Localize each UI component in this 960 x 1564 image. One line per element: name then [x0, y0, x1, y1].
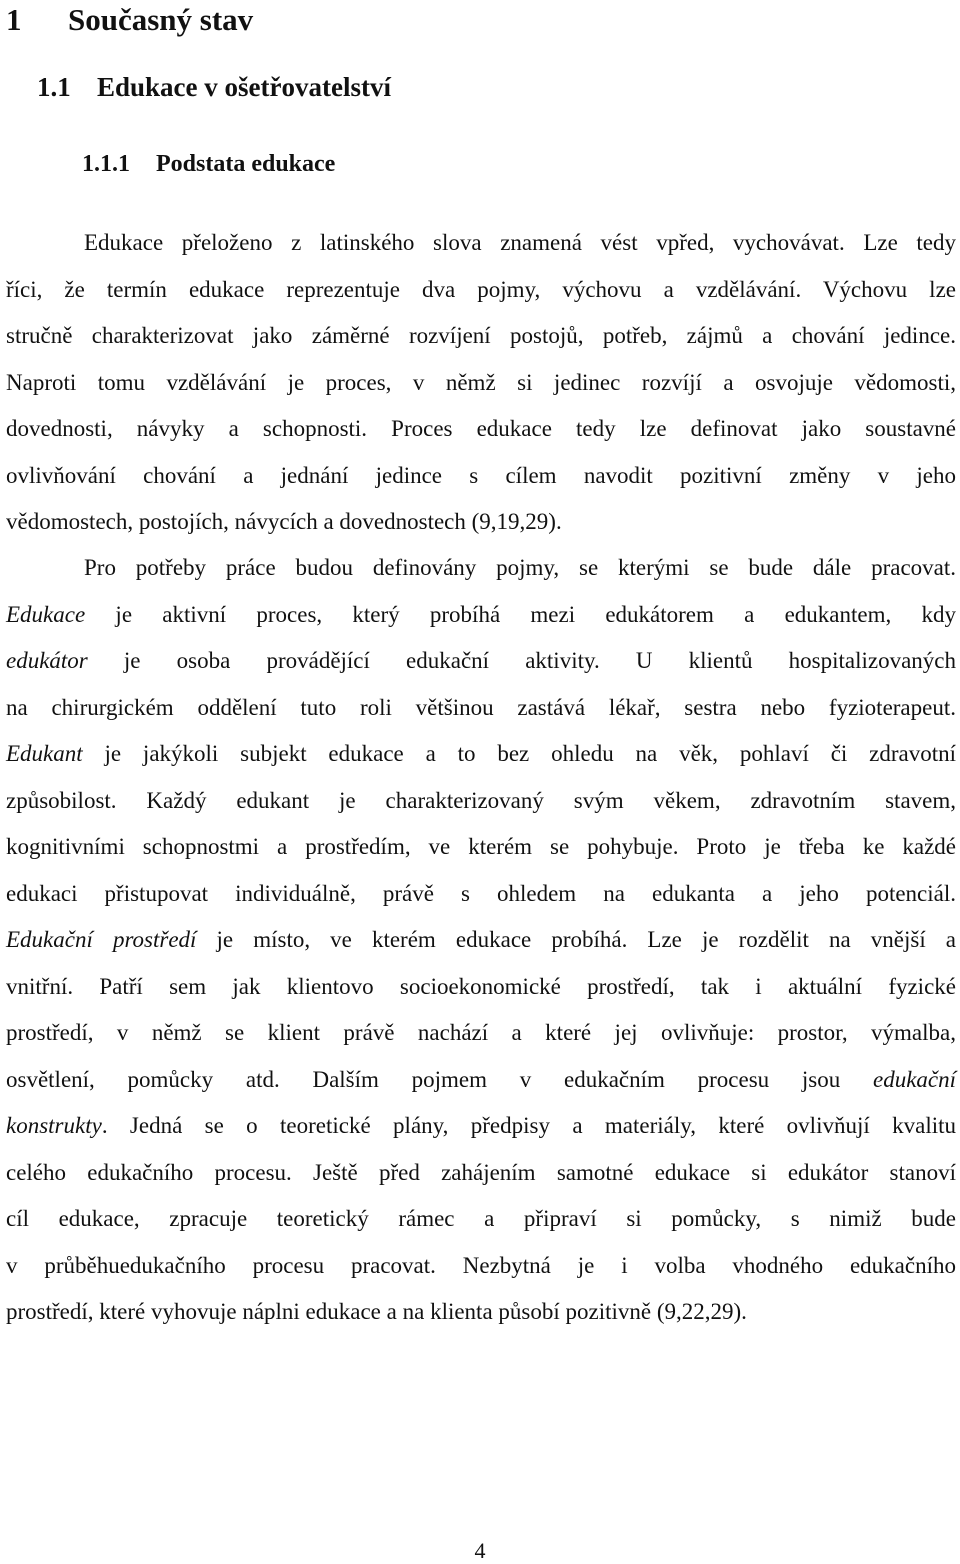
- term-edukacni: edukační: [872, 1066, 956, 1092]
- section-heading: [37, 72, 391, 103]
- paragraph-line: Edukant je jakýkoli subjekt edukace a to bez ohledu na věk, pohlaví či zdravotní: [6, 741, 956, 766]
- paragraph-line: osvětlení, pomůcky atd. Dalším pojmem v edukačním procesu jsou edukační: [6, 1066, 956, 1092]
- section-title: Edukace v ošetřovatelství: [97, 72, 391, 102]
- paragraph-line: Pro potřeby práce budou definovány pojmy, se kterými se bude dále pracovat.: [84, 555, 956, 580]
- paragraph-line: Edukační prostředí je místo, ve kterém edukace probíhá. Lze je rozdělit na vnější a: [6, 927, 957, 952]
- term-konstrukty: konstrukty: [6, 1113, 102, 1138]
- paragraph-line: Naproti tomu vzdělávání je proces, v němž si jedinec rozvíjí a osvojuje vědomosti,: [6, 369, 956, 395]
- term-edukant: Edukant: [6, 741, 83, 766]
- paragraph-line: na chirurgickém oddělení tuto roli většinou zastává lékař, sestra nebo fyzioterapeut.: [6, 694, 956, 720]
- subsection-heading: [82, 151, 335, 178]
- paragraph-definition-of-education: [6, 220, 956, 546]
- paragraph-line: v průběhuedukačního procesu pracovat. Nezbytná je i volba vhodného edukačního: [6, 1252, 956, 1278]
- paragraph-line: kognitivními schopnostmi a prostředím, ve kterém se pohybuje. Proto je třeba ke každé: [6, 834, 956, 859]
- section-number: 1.1: [37, 72, 71, 102]
- paragraph-line: prostředí, které vyhovuje náplni edukace a na klienta působí pozitivně (9,22,29).: [6, 1299, 747, 1324]
- paragraph-line: vnitřní. Patří sem jak klientovo socioekonomické prostředí, tak i aktuální fyzické: [6, 973, 956, 999]
- paragraph-line: edukátor je osoba provádějící edukační aktivity. U klientů hospitalizovaných: [6, 648, 956, 673]
- paragraph-line: ovlivňování chování a jednání jedince s cílem navodit pozitivní změny v jeho: [6, 462, 956, 488]
- paragraph-line: edukaci přistupovat individuálně, právě s ohledem na edukanta a jeho potenciál.: [6, 880, 956, 906]
- page-number: 4: [474, 1538, 486, 1563]
- paragraph-line: celého edukačního procesu. Ještě před zahájením samotné edukace si edukátor stanoví: [6, 1159, 956, 1185]
- paragraph-line: Edukace je aktivní proces, který probíhá mezi edukátorem a edukantem, kdy: [6, 601, 956, 627]
- paragraph-line: konstrukty. Jedná se o teoretické plány, předpisy a materiály, které ovlivňují kvalitu: [6, 1113, 956, 1138]
- chapter-heading: [6, 2, 253, 38]
- subsection-number: 1.1.1: [82, 151, 130, 177]
- paragraph-line: dovednosti, návyky a schopnosti. Proces edukace tedy lze definovat jako soustavné: [6, 416, 956, 441]
- paragraph-line: říci, že termín edukace reprezentuje dva pojmy, výchovu a vzdělávání. Výchovu lze: [6, 276, 956, 302]
- paragraph-line: způsobilost. Každý edukant je charakterizovaný svým věkem, zdravotním stavem,: [6, 787, 956, 813]
- chapter-title: Současný stav: [68, 2, 254, 37]
- paragraph-line: cíl edukace, zpracuje teoretický rámec a připraví si pomůcky, s nimiž bude: [6, 1206, 956, 1231]
- term-edukator: edukátor: [6, 648, 88, 673]
- paragraph-terms: [6, 545, 956, 1336]
- subsection-title: Podstata edukace: [156, 151, 336, 177]
- chapter-number: 1: [6, 2, 22, 37]
- term-edukacni-prostredi: Edukační prostředí: [6, 927, 197, 952]
- paragraph-line: vědomostech, postojích, návycích a dovednostech (9,19,29).: [6, 509, 562, 534]
- paragraph-line: prostředí, v němž se klient právě nachází a které jej ovlivňuje: prostor, výmalba,: [6, 1020, 956, 1045]
- paragraph-line: Edukace přeloženo z latinského slova znamená vést vpřed, vychovávat. Lze tedy: [84, 230, 956, 255]
- term-edukace: Edukace: [6, 601, 86, 627]
- paragraph-line: stručně charakterizovat jako záměrné rozvíjení postojů, potřeb, zájmů a chování jedince.: [6, 323, 956, 348]
